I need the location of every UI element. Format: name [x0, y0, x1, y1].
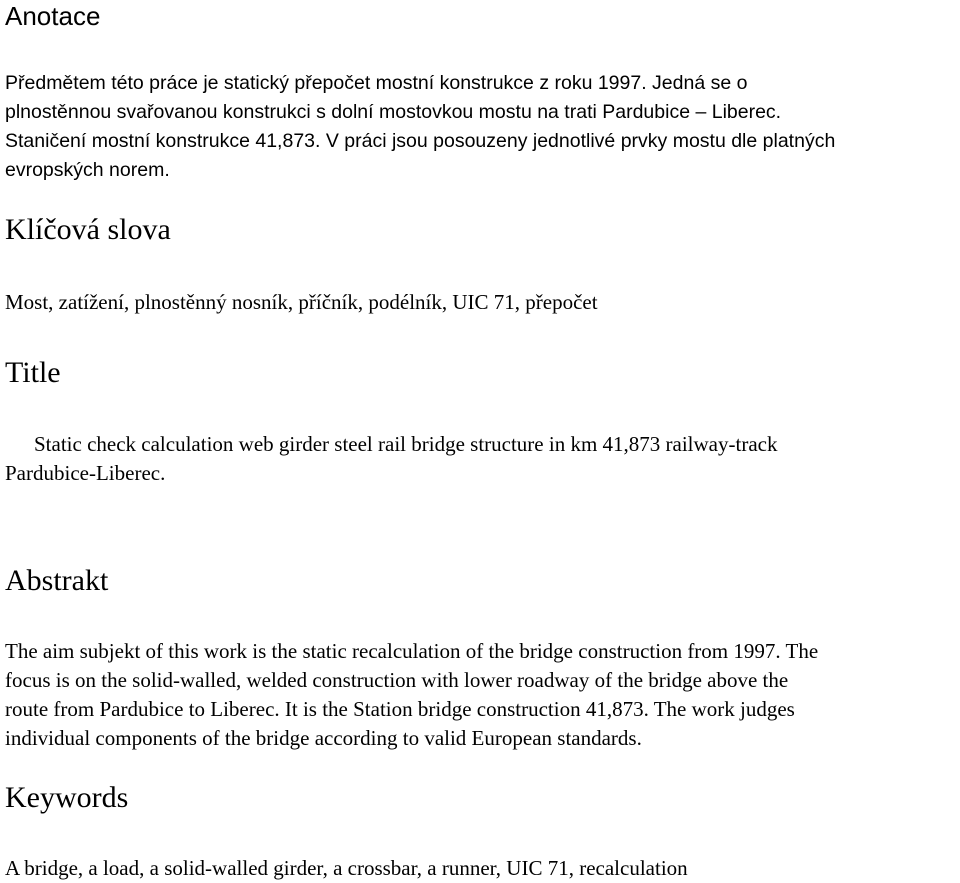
- anotace-line: Předmětem této práce je statický přepočet mostní konstrukce z roku 1997. Jedná se o: [5, 72, 748, 94]
- klicova-slova-heading: Klíčová slova: [5, 213, 171, 246]
- anotace-heading: Anotace: [5, 1, 101, 31]
- abstrakt-heading: Abstrakt: [5, 564, 109, 597]
- keywords-text: [5, 854, 960, 883]
- klicova-slova-line: Most, zatížení, plnostěnný nosník, příčník, podélník, UIC 71, přepočet: [5, 290, 598, 314]
- title-line: Static check calculation web girder steel rail bridge structure in km 41,873 railway-track: [34, 432, 778, 456]
- title-heading: Title: [5, 356, 61, 389]
- anotace-line: plnostěnnou svařovanou konstrukci s dolní mostovkou mostu na trati Pardubice – Liberec.: [5, 101, 782, 123]
- klicova-slova-text: [5, 288, 960, 317]
- anotace-line: Staničení mostní konstrukce 41,873. V práci jsou posouzeny jednotlivé prvky mostu dle platných: [5, 130, 836, 152]
- title-line: Pardubice-Liberec.: [5, 461, 166, 485]
- abstrakt-paragraph: [5, 637, 960, 753]
- anotace-paragraph: [5, 69, 960, 185]
- abstrakt-line: The aim subjekt of this work is the static recalculation of the bridge construction from 1997. The: [5, 639, 819, 663]
- title-paragraph: [5, 430, 960, 488]
- keywords-heading: Keywords: [5, 781, 129, 814]
- keywords-line: A bridge, a load, a solid-walled girder, a crossbar, a runner, UIC 71, recalculation: [5, 856, 688, 880]
- abstrakt-line: individual components of the bridge according to valid European standards.: [5, 726, 642, 750]
- anotace-line: evropských norem.: [5, 159, 170, 181]
- abstrakt-line: focus is on the solid-walled, welded construction with lower roadway of the bridge above the: [5, 668, 789, 692]
- abstrakt-line: route from Pardubice to Liberec. It is the Station bridge construction 41,873. The work judges: [5, 697, 795, 721]
